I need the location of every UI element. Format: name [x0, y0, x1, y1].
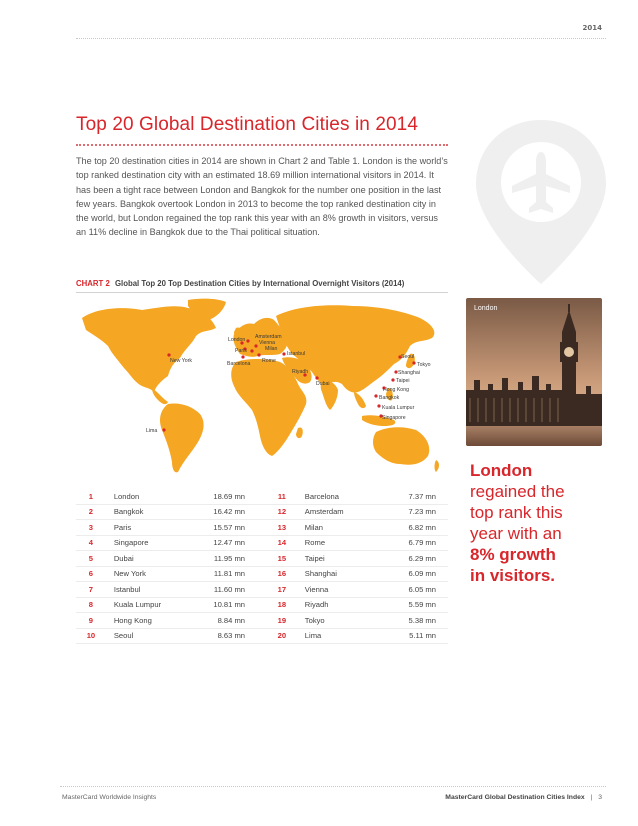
rank-cell: 6	[88, 569, 94, 579]
value-cell: 11.95 mn	[213, 553, 246, 563]
footer-publisher: MasterCard Worldwide Insights	[62, 794, 157, 801]
page-title: Top 20 Global Destination Cities in 2014	[76, 114, 418, 135]
table-row	[76, 551, 448, 567]
marker-bangkok	[374, 394, 377, 397]
marker-vienna	[254, 344, 257, 347]
uk-shape	[234, 327, 241, 336]
label-barcelona: Barcelona	[227, 361, 251, 367]
label-riyadh: Riyadh	[292, 369, 309, 375]
rank-cell: 17	[277, 584, 287, 594]
table-row	[76, 613, 448, 629]
city-cell: Milan	[304, 522, 323, 532]
london-photo	[466, 298, 602, 446]
table-row	[76, 520, 448, 536]
marker-istanbul	[282, 352, 285, 355]
value-cell: 5.59 mn	[408, 600, 436, 610]
marker-milan	[250, 349, 253, 352]
header-year: 2014	[582, 24, 602, 32]
value-cell: 11.81 mn	[213, 569, 246, 579]
city-cell: Seoul	[113, 631, 134, 641]
marker-dubai	[315, 376, 318, 379]
southeast-asia-shape	[354, 392, 366, 408]
table-row	[76, 567, 448, 583]
value-cell: 6.82 mn	[408, 522, 436, 532]
rank-cell: 14	[277, 538, 287, 548]
label-bangkok: Bangkok	[379, 395, 400, 401]
rank-cell: 9	[88, 615, 94, 625]
footer-title: MasterCard Global Destination Cities Index	[445, 794, 585, 801]
footer-right	[445, 794, 602, 801]
label-lima: Lima	[146, 428, 158, 434]
header-rule	[76, 38, 606, 39]
label-milan: Milan	[265, 346, 278, 352]
quote-line: top rank this	[470, 503, 563, 522]
rank-cell: 4	[88, 538, 94, 548]
table-row	[76, 582, 448, 598]
city-cell: Taipei	[304, 553, 325, 563]
south-america-shape	[160, 403, 204, 472]
value-cell: 12.47 mn	[213, 538, 246, 548]
value-cell: 5.11 mn	[409, 631, 436, 641]
marker-tokyo	[412, 361, 415, 364]
value-cell: 10.81 mn	[213, 600, 246, 610]
chart-label: CHART 2	[76, 279, 110, 288]
city-cell: Paris	[113, 522, 132, 532]
table-row	[76, 505, 448, 521]
value-cell: 8.63 mn	[217, 631, 246, 641]
quote-line: 8% growth	[470, 545, 556, 564]
city-cell: Hong Kong	[113, 615, 152, 625]
rank-cell: 11	[277, 491, 286, 501]
footer-rule	[60, 786, 606, 787]
city-cell: London	[113, 491, 140, 501]
chart-caption	[76, 279, 404, 288]
city-cell: Istanbul	[113, 584, 141, 594]
pull-quote	[470, 460, 606, 586]
city-cell: Barcelona	[304, 491, 339, 501]
north-america-shape	[82, 306, 216, 392]
value-cell: 6.09 mn	[408, 569, 436, 579]
value-cell: 15.57 mn	[213, 522, 246, 532]
rank-cell: 2	[88, 507, 94, 517]
intro-paragraph: The top 20 destination cities in 2014 are shown in Chart 2 and Table 1. London is the world’s top ranked destination city with an estimated 18.69 million international visitors in 2014. It has been a tight race between London and Bangkok for the number one position in the last few years. Bangkok overtook London in 2013 to become the top ranked destination city in the world, but London regained the top rank this year with an 8% growth in visitors, versus an 11% decline in Bangkok due to the Thai political situation.	[76, 156, 448, 238]
quote-line: regained the	[470, 482, 565, 501]
value-cell: 11.60 mn	[213, 584, 246, 594]
central-america-shape	[152, 388, 168, 404]
marker-barcelona	[241, 355, 244, 358]
quote-line: in visitors.	[470, 566, 556, 585]
city-cell: Amsterdam	[304, 507, 344, 517]
value-cell: 7.23 mn	[408, 507, 436, 517]
value-cell: 6.29 mn	[408, 553, 436, 563]
value-cell: 16.42 mn	[213, 507, 246, 517]
value-cell: 7.37 mn	[408, 491, 436, 501]
city-cell: Tokyo	[304, 615, 325, 625]
marker-lima	[162, 428, 165, 431]
airplane-pin-icon	[466, 112, 616, 292]
label-rome: Rome	[262, 358, 276, 364]
table-row	[76, 598, 448, 614]
value-cell: 6.05 mn	[408, 584, 436, 594]
value-cell: 5.38 mn	[408, 615, 436, 625]
footer-separator: |	[590, 794, 593, 801]
table-row	[76, 536, 448, 552]
continents	[82, 299, 439, 473]
label-singapore: Singapore	[382, 415, 406, 421]
world-map	[76, 296, 448, 482]
rank-cell: 12	[277, 507, 287, 517]
city-cell: Kuala Lumpur	[113, 600, 162, 610]
marker-new-york	[167, 353, 170, 356]
city-cell: Singapore	[113, 538, 149, 548]
rank-cell: 3	[88, 522, 94, 532]
marker-amsterdam	[246, 339, 249, 342]
rank-cell: 15	[277, 553, 287, 563]
table-row	[76, 629, 448, 645]
caption-rule	[76, 292, 448, 293]
ranking-table	[76, 489, 448, 644]
rank-cell: 7	[88, 584, 94, 594]
label-seoul: Seoul	[401, 354, 415, 360]
marker-rome	[257, 353, 260, 356]
rank-cell: 13	[277, 522, 287, 532]
rank-cell: 5	[88, 553, 94, 563]
quote-line: London	[470, 461, 533, 480]
chart-title: Global Top 20 Top Destination Cities by International Overnight Visitors (2014)	[114, 279, 405, 288]
australia-shape	[373, 427, 429, 465]
label-amsterdam: Amsterdam	[255, 334, 282, 340]
rank-cell: 10	[86, 631, 96, 641]
madagascar-shape	[296, 427, 303, 438]
label-paris: Paris	[235, 348, 247, 354]
rank-cell: 19	[277, 615, 287, 625]
city-cell: Vienna	[304, 584, 329, 594]
label-kuala-lumpur: Kuala Lumpur	[382, 405, 415, 411]
value-cell: 8.84 mn	[217, 615, 246, 625]
label-shanghai: Shanghai	[398, 370, 420, 376]
rank-cell: 18	[277, 600, 287, 610]
quote-line: year with an	[470, 524, 562, 543]
new-zealand-shape	[435, 460, 440, 472]
rank-cell: 20	[277, 631, 287, 641]
table-row	[76, 489, 448, 505]
city-cell: Lima	[304, 631, 322, 641]
city-cell: Dubai	[113, 553, 134, 563]
label-istanbul: Istanbul	[287, 351, 306, 357]
photo-label: London	[474, 305, 498, 312]
label-hong-kong: Hong Kong	[383, 387, 409, 393]
value-cell: 6.79 mn	[408, 538, 436, 548]
rank-cell: 1	[88, 491, 94, 501]
value-cell: 18.69 mn	[213, 491, 246, 501]
city-cell: Riyadh	[304, 600, 329, 610]
city-cell: Bangkok	[113, 507, 144, 517]
label-dubai: Dubai	[316, 381, 330, 387]
city-cell: Rome	[304, 538, 326, 548]
label-taipei: Taipei	[396, 378, 410, 384]
marker-taipei	[391, 378, 394, 381]
marker-kuala-lumpur	[377, 404, 380, 407]
page-number: 3	[598, 794, 602, 801]
title-rule	[76, 144, 448, 146]
rank-cell: 16	[277, 569, 287, 579]
label-tokyo: Tokyo	[417, 362, 431, 368]
city-cell: New York	[113, 569, 146, 579]
label-new-york: New York	[170, 358, 192, 364]
city-cell: Shanghai	[304, 569, 337, 579]
rank-cell: 8	[88, 600, 94, 610]
label-vienna: Vienna	[259, 340, 276, 346]
label-london: London	[228, 337, 246, 343]
